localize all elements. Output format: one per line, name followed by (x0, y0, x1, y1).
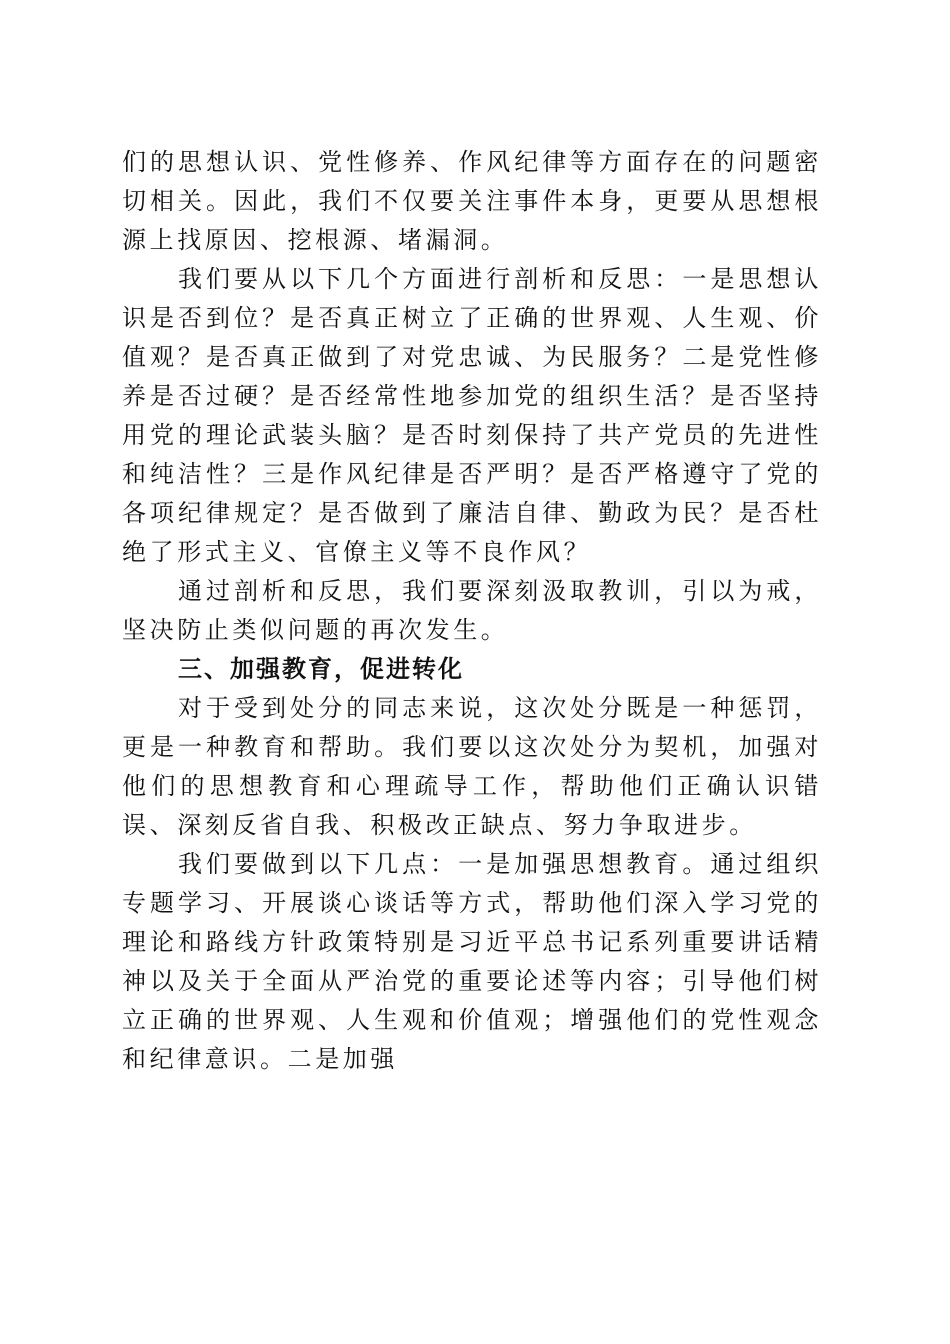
paragraph-continuation: 们的思想认识、党性修养、作风纪律等方面存在的问题密切相关。因此，我们不仅要关注事件本身，更要从思想根源上找原因、挖根源、堵漏洞。 (122, 148, 822, 254)
paragraph-reflection-aspects: 我们要从以下几个方面进行剖析和反思：一是思想认识是否到位？是否真正树立了正确的世界观、人生观、价值观？是否真正做到了对党忠诚、为民服务？二是党性修养是否过硬？是否经常性地参加党的组织生活？是否坚持用党的理论武装头脑？是否时刻保持了共产党员的先进性和纯洁性？三是作风纪律是否严明？是否严格遵守了党的各项纪律规定？是否做到了廉洁自律、勤政为民？是否杜绝了形式主义、官僚主义等不良作风？ (122, 265, 822, 566)
section-heading: 三、加强教育，促进转化 (178, 655, 464, 683)
paragraph-measures: 我们要做到以下几点：一是加强思想教育。通过组织专题学习、开展谈心谈话等方式，帮助他们深入学习党的理论和路线方针政策特别是习近平总书记系列重要讲话精神以及关于全面从严治党的重要论述等内容；引导他们树立正确的世界观、人生观和价值观；增强他们的党性观念和纪律意识。二是加强 (122, 850, 822, 1073)
paragraph-lessons: 通过剖析和反思，我们要深刻汲取教训，引以为戒，坚决防止类似问题的再次发生。 (122, 577, 822, 644)
paragraph-education: 对于受到处分的同志来说，这次处分既是一种惩罚，更是一种教育和帮助。我们要以这次处分为契机，加强对他们的思想教育和心理疏导工作，帮助他们正确认识错误、深刻反省自我、积极改正缺点、努力争取进步。 (122, 694, 822, 839)
document-body (122, 143, 822, 1079)
